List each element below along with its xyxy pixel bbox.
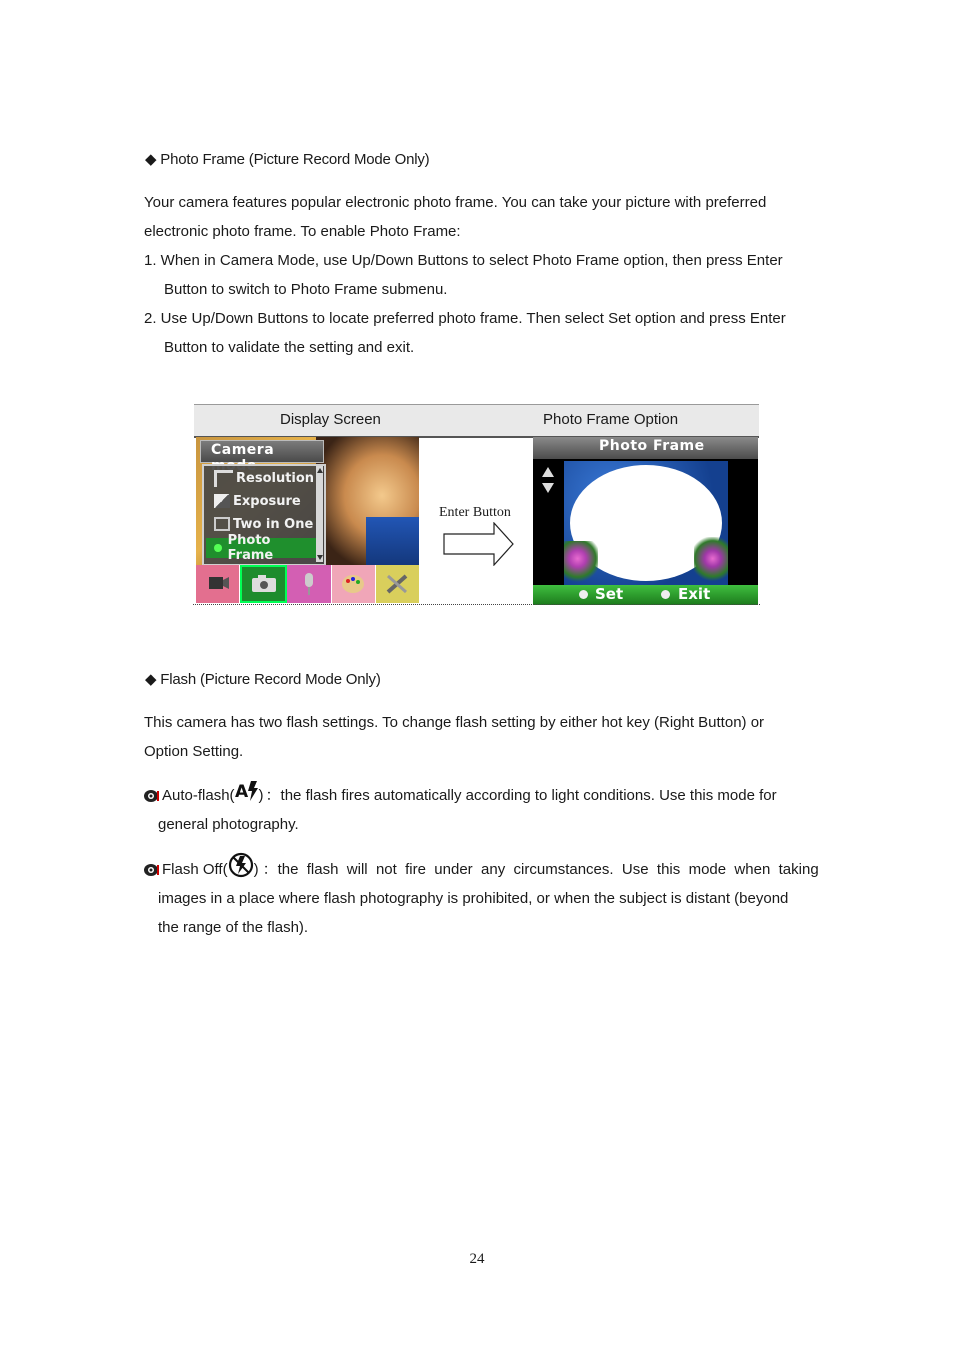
exposure-icon <box>214 494 230 508</box>
step-2-cont: Button to validate the setting and exit. <box>164 339 415 356</box>
scroll-up-icon <box>317 468 323 473</box>
menu-item-label: Two in One <box>233 516 314 532</box>
menu-item-two-in-one[interactable] <box>214 514 316 534</box>
table-bottom-border <box>193 604 760 605</box>
frame-title-bar <box>533 437 758 459</box>
menu-item-label: Photo Frame <box>227 533 274 563</box>
enter-button-label: Enter Button <box>439 505 511 520</box>
flash-intro <box>144 708 824 766</box>
auto-flash-description-cont: general photography. <box>158 816 299 833</box>
two-in-one-icon <box>214 517 230 531</box>
menu-item-label: Resolution <box>236 470 315 486</box>
flower-decoration <box>694 537 728 585</box>
flash-intro-line: This camera has two flash settings. To change flash setting by either hot key (Right Button) or <box>144 714 765 731</box>
photo-frame-option-header: Photo Frame Option <box>543 411 679 428</box>
set-button-icon <box>579 590 588 599</box>
flash-heading: ◆ Flash (Picture Record Mode Only) <box>145 671 381 688</box>
illustration-table <box>194 404 759 606</box>
photo-frame-icon <box>214 544 222 552</box>
auto-flash-label: Auto-flash( <box>162 787 235 804</box>
bullet-eye-icon <box>144 863 160 877</box>
photo-frame-instructions <box>144 188 824 362</box>
camera-title-bar <box>200 440 324 463</box>
table-header <box>194 404 759 438</box>
photo-frame-heading: ◆ Photo Frame (Picture Record Mode Only) <box>145 151 430 168</box>
menu-item-label: Exposure <box>233 493 301 509</box>
intro-line: Your camera features popular electronic photo frame. You can take your picture with preferred <box>144 194 767 211</box>
palette-icon[interactable] <box>332 565 376 603</box>
camera-icon[interactable] <box>240 565 287 603</box>
set-button[interactable]: Set <box>595 585 624 603</box>
frame-footer <box>533 585 758 605</box>
resolution-icon <box>214 470 233 487</box>
menu-item-exposure[interactable] <box>214 491 316 511</box>
flash-off-description-cont: the range of the flash). <box>158 919 309 936</box>
mode-icon-bar <box>196 565 419 603</box>
menu-scrollbar[interactable] <box>316 466 323 562</box>
auto-flash-item <box>144 781 824 839</box>
bullet-eye-icon <box>144 789 160 803</box>
flash-off-icon <box>228 852 254 878</box>
photo-frame-title: Photo Frame <box>599 438 705 454</box>
scroll-down-icon <box>317 555 323 560</box>
right-arrow-icon <box>443 522 515 566</box>
menu-item-photo-frame[interactable] <box>206 533 316 563</box>
camera-mode-title: Camera <box>211 442 275 458</box>
frame-preview <box>564 461 728 585</box>
flash-off-description: ：the flash will not fire under any circumstances. Use this mode when taking <box>262 861 819 878</box>
flash-off-label: Flash Off( <box>162 861 228 878</box>
display-screen-header: Display Screen <box>280 411 381 428</box>
camera-menu-panel <box>202 464 326 566</box>
flower-decoration <box>564 541 598 585</box>
microphone-icon[interactable] <box>287 565 331 603</box>
frame-down-icon[interactable] <box>542 483 554 493</box>
auto-flash-close: ) <box>258 787 264 804</box>
flash-off-description-cont: images in a place where flash photography is prohibited, or when the subject is distant (beyond <box>158 890 789 907</box>
frame-up-icon[interactable] <box>542 467 554 477</box>
menu-item-resolution[interactable] <box>214 468 316 488</box>
flash-intro-line: Option Setting. <box>144 743 244 760</box>
camera-mode-screen <box>196 437 419 603</box>
page-number: 24 <box>469 1251 485 1267</box>
svg-text:A: A <box>234 781 248 802</box>
flash-off-item <box>144 855 824 942</box>
tools-icon[interactable] <box>376 565 419 603</box>
step-1: 1. When in Camera Mode, use Up/Down Buttons to select Photo Frame option, then press Enter <box>144 252 783 269</box>
step-1-cont: Button to switch to Photo Frame submenu. <box>164 281 448 298</box>
exit-button-icon <box>661 590 670 599</box>
video-icon[interactable] <box>196 565 240 603</box>
auto-flash-description: ：the flash fires automatically according to light conditions. Use this mode for <box>265 787 777 804</box>
step-2: 2. Use Up/Down Buttons to locate preferred photo frame. Then select Set option and press Enter <box>144 310 786 327</box>
photo-frame-screen <box>533 437 758 605</box>
flash-off-close: ) <box>253 861 259 878</box>
auto-flash-icon <box>235 780 259 802</box>
exit-button[interactable]: Exit <box>678 585 711 603</box>
intro-line: electronic photo frame. To enable Photo Frame: <box>144 223 461 240</box>
